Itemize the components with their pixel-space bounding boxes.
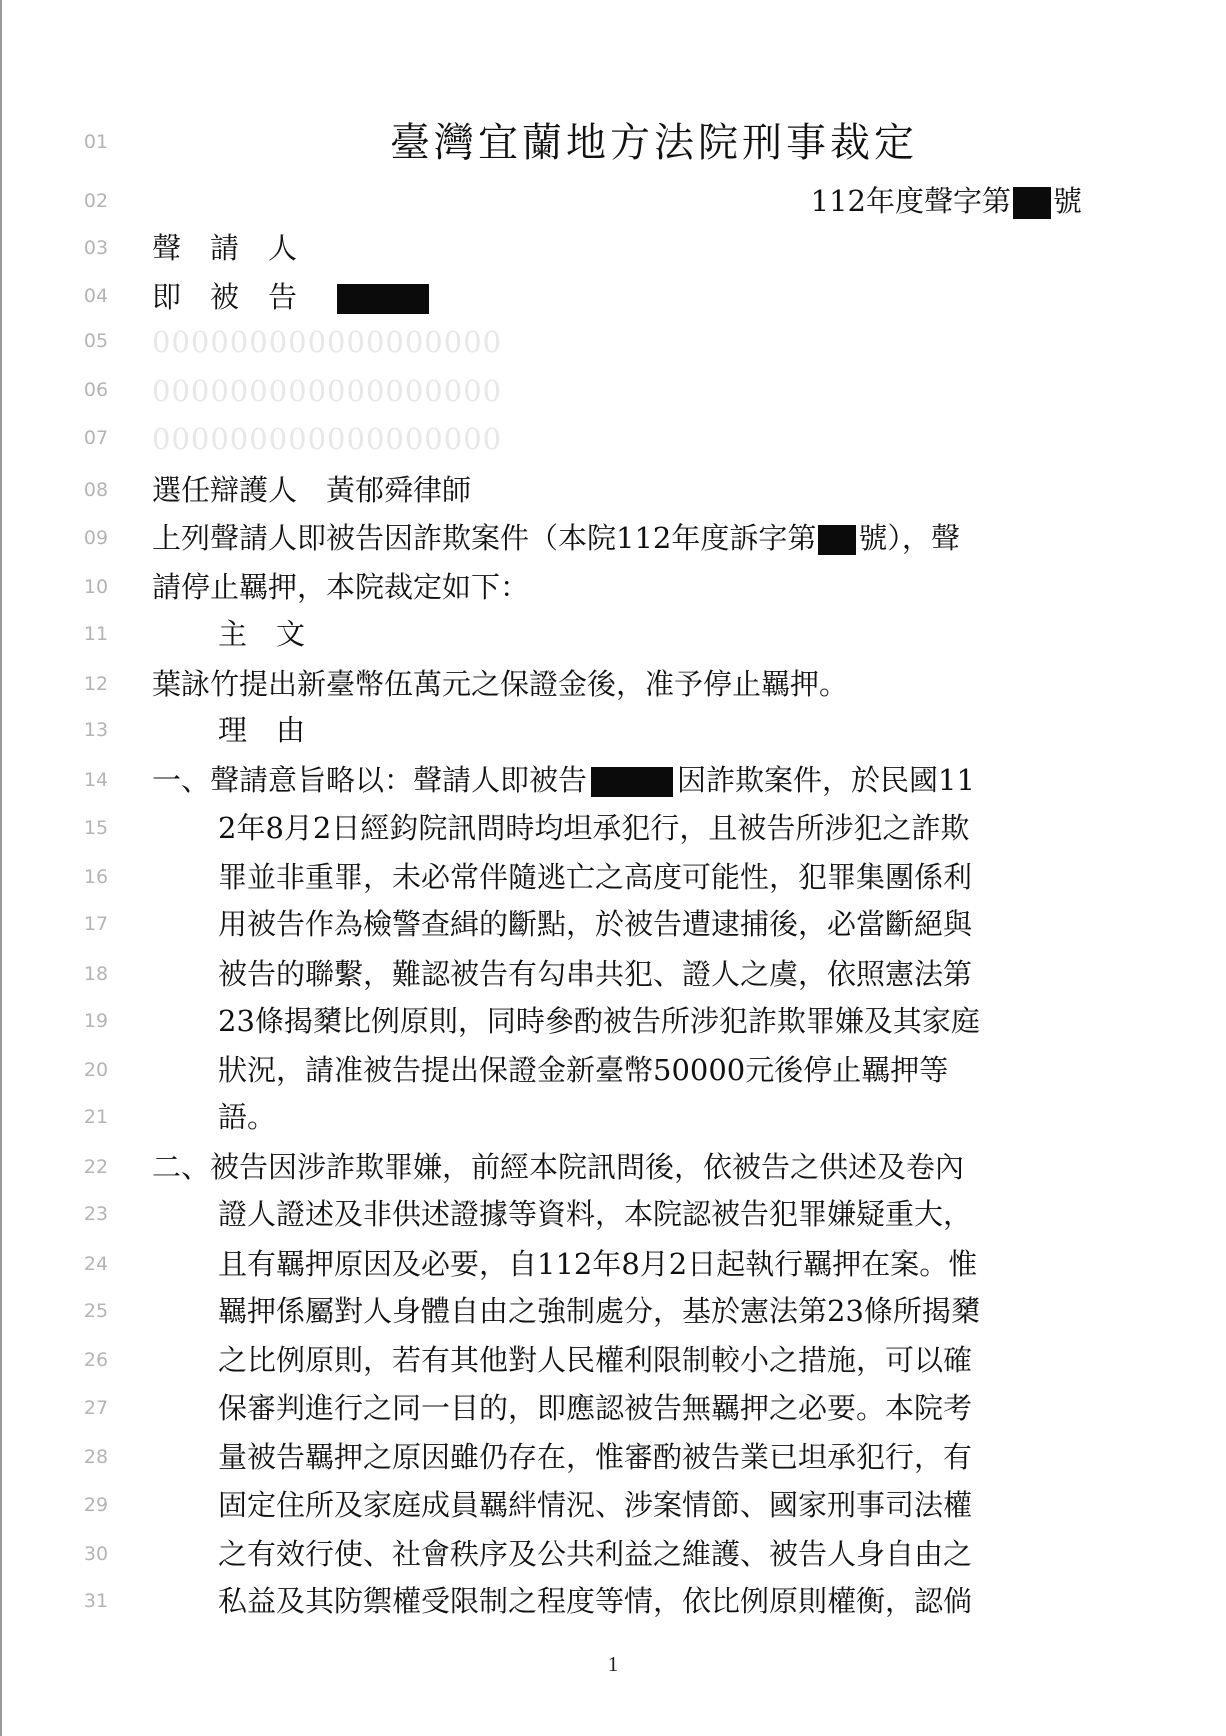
line-number: 26	[83, 1349, 109, 1371]
case-number-suffix: 號	[1052, 184, 1082, 218]
text-line: 私益及其防禦權受限制之程度等情，依比例原則權衡，認倘	[218, 1584, 973, 1618]
line-number: 22	[83, 1156, 109, 1178]
line-number: 12	[83, 673, 109, 695]
section-heading-reason: 理 由	[218, 713, 306, 747]
line-number: 17	[83, 913, 109, 935]
text-line	[152, 521, 960, 555]
line-number: 10	[83, 576, 109, 598]
line-number: 20	[83, 1059, 109, 1081]
line-number: 03	[83, 237, 109, 259]
line-number: 15	[83, 817, 109, 839]
text-fragment: 上列聲請人即被告因詐欺案件（本院112年度訴字第	[152, 521, 817, 555]
page-number: 1	[607, 1652, 619, 1676]
text-line: 用被告作為檢警查緝的斷點，於被告遭逮捕後，必當斷絕與	[218, 907, 973, 941]
text-fragment: 號），聲	[858, 521, 960, 555]
line-number: 27	[83, 1397, 109, 1419]
text-line: 量被告羈押之原因雖仍存在，惟審酌被告業已坦承犯行，有	[218, 1440, 973, 1474]
text-line: 葉詠竹提出新臺幣伍萬元之保證金後，准予停止羈押。	[152, 667, 849, 701]
text-line: 固定住所及家庭成員羈絆情況、涉案情節、國家刑事司法權	[218, 1488, 973, 1522]
line-number: 19	[83, 1010, 109, 1032]
placeholder-line: 000000000000000000	[152, 374, 503, 408]
redaction-block	[1013, 187, 1051, 219]
text-line: 之有效行使、社會秩序及公共利益之維護、被告人身自由之	[218, 1537, 973, 1571]
text-line: 之比例原則，若有其他對人民權利限制較小之措施，可以確	[218, 1343, 973, 1377]
line-number: 23	[83, 1203, 109, 1225]
text-line: 2年8月2日經鈞院訊問時均坦承犯行，且被告所涉犯之詐欺	[218, 811, 970, 845]
line-number: 02	[83, 190, 109, 212]
defendant-field	[152, 280, 429, 314]
line-number: 13	[83, 719, 109, 741]
line-number: 09	[83, 527, 109, 549]
case-number-prefix: 112年度聲字第	[810, 184, 1011, 218]
line-number: 11	[83, 623, 109, 645]
text-line: 被告的聯繫，難認被告有勾串共犯、證人之虞，依照憲法第	[218, 957, 973, 991]
placeholder-line: 000000000000000000	[152, 325, 503, 359]
text-line: 請停止羈押，本院裁定如下：	[152, 570, 530, 604]
line-number: 25	[83, 1300, 109, 1322]
line-number: 14	[83, 769, 109, 791]
text-line: 23條揭櫫比例原則，同時參酌被告所涉犯詐欺罪嫌及其家庭	[218, 1004, 980, 1038]
redaction-block	[818, 525, 856, 555]
text-line	[152, 763, 975, 797]
applicant-label: 聲 請 人	[152, 231, 298, 265]
text-line: 罪並非重罪，未必常伴隨逃亡之高度可能性，犯罪集團係利	[218, 860, 973, 894]
section-heading-main: 主 文	[218, 617, 306, 651]
line-number: 07	[83, 427, 109, 449]
line-number: 29	[83, 1494, 109, 1516]
line-number: 16	[83, 866, 109, 888]
line-number: 01	[83, 131, 109, 153]
page-left-edge	[0, 0, 2, 1736]
document-title: 臺灣宜蘭地方法院刑事裁定	[390, 120, 918, 166]
text-line: 語。	[218, 1100, 277, 1134]
text-fragment: 一、聲請意旨略以：聲請人即被告	[152, 763, 588, 797]
line-number: 08	[83, 479, 109, 501]
line-number: 24	[83, 1253, 109, 1275]
text-fragment: 因詐欺案件，於民國11	[677, 763, 975, 797]
redaction-block	[591, 767, 673, 797]
line-number: 04	[83, 285, 109, 307]
line-number: 31	[83, 1590, 109, 1612]
text-line: 狀況，請准被告提出保證金新臺幣50000元後停止羈押等	[218, 1053, 949, 1087]
counsel-line: 選任辯護人 黃郁舜律師	[152, 473, 472, 507]
defendant-label: 即 被 告	[152, 280, 298, 314]
placeholder-line: 000000000000000000	[152, 422, 503, 456]
text-line: 且有羈押原因及必要，自112年8月2日起執行羈押在案。惟	[218, 1247, 978, 1281]
line-number: 30	[83, 1543, 109, 1565]
line-number: 06	[83, 379, 109, 401]
text-line: 保審判進行之同一目的，即應認被告無羈押之必要。本院考	[218, 1391, 973, 1425]
line-number: 05	[83, 330, 109, 352]
line-number: 21	[83, 1106, 109, 1128]
text-line: 二、被告因涉詐欺罪嫌，前經本院訊問後，依被告之供述及卷內	[152, 1150, 965, 1184]
text-line: 羈押係屬對人身體自由之強制處分，基於憲法第23條所揭櫫	[218, 1294, 980, 1328]
line-number: 18	[83, 963, 109, 985]
text-line: 證人證述及非供述證據等資料，本院認被告犯罪嫌疑重大，	[218, 1197, 973, 1231]
redaction-block	[337, 284, 429, 314]
case-number	[811, 184, 1082, 218]
line-number: 28	[83, 1446, 109, 1468]
